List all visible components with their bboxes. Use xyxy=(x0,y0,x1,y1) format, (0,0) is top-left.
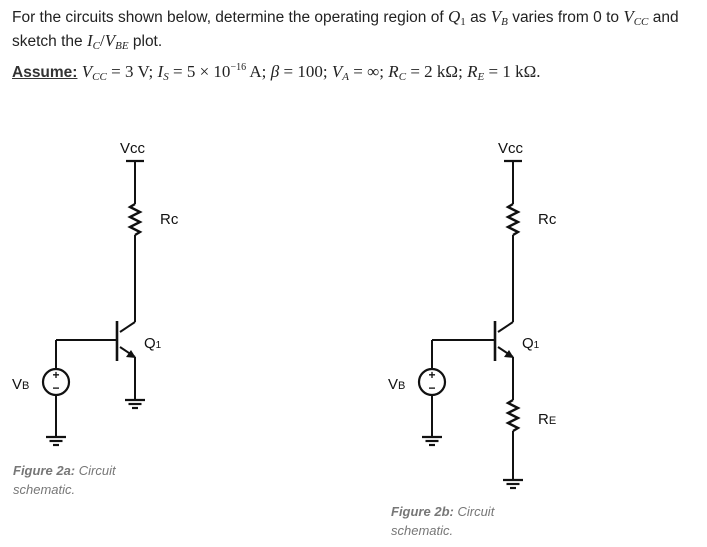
plus-sign-2a: + xyxy=(52,368,60,382)
rc-resistor-2a xyxy=(130,204,140,235)
re-resistor-2b xyxy=(508,400,518,431)
ic-vbe-symbol: $I_C/V_{BE}$ xyxy=(86,31,129,52)
plot-text: plot. xyxy=(132,33,163,50)
assume-beta-value: = 100; xyxy=(283,62,328,81)
assume-vcc: $V_{CC}$ xyxy=(81,62,107,83)
range-text: varies from 0 to xyxy=(512,9,619,26)
vb-label-2b: VB xyxy=(388,376,406,393)
assume-va-value: = ∞; xyxy=(353,62,384,81)
q1-label-2a: Q1 xyxy=(144,335,162,352)
assume-re-value: = 1 kΩ. xyxy=(488,62,541,81)
assume-label: Assume: xyxy=(12,64,78,81)
caption-2b-text: Circuit schematic. xyxy=(391,504,495,538)
ground-icon-source-2a xyxy=(46,437,66,445)
assume-beta: β xyxy=(270,62,280,81)
rc-label-2b: Rc xyxy=(538,211,557,228)
vcc-label-2b: Vcc xyxy=(498,140,524,157)
collector-lead-2a xyxy=(120,322,135,332)
assume-rc-value: = 2 kΩ; xyxy=(410,62,463,81)
minus-sign-2b: − xyxy=(428,381,436,395)
caption-figure-2b xyxy=(391,502,521,540)
caption-2b-label: Figure 2b: xyxy=(391,504,454,519)
assume-is: $I_S$ xyxy=(157,62,169,83)
ground-icon-emitter-2b xyxy=(503,480,523,488)
assume-vcc-value: = 3 V; xyxy=(111,62,154,81)
assume-re: $R_E$ xyxy=(467,62,485,83)
assume-is-value: = $5 \times 10^{-16}$ A; xyxy=(173,62,267,81)
assume-rc: $R_C$ xyxy=(388,62,407,83)
rc-resistor-2b xyxy=(508,204,518,235)
assume-va: $V_A$ xyxy=(331,62,349,83)
circuit-2a xyxy=(43,161,145,445)
re-label-2b: RE xyxy=(538,411,557,428)
circuit-2b xyxy=(419,161,523,488)
caption-2a-text: Circuit schematic. xyxy=(13,463,116,497)
collector-lead-2b xyxy=(498,322,513,332)
ground-icon-source-2b xyxy=(422,437,442,445)
ground-icon-emitter-2a xyxy=(125,400,145,408)
as-text: as xyxy=(470,9,487,26)
intro-text: For the circuits shown below, determine the operating region of xyxy=(12,9,444,26)
sketch-text: sketch the xyxy=(12,33,83,50)
vb-label-2a: VB xyxy=(12,376,30,393)
minus-sign-2a: − xyxy=(52,381,60,395)
caption-2a-label: Figure 2a: xyxy=(13,463,76,478)
and-text: and xyxy=(652,9,679,26)
q1-symbol: $Q_1$ xyxy=(447,7,466,28)
caption-figure-2a xyxy=(13,461,143,499)
vcc-label-2a: Vcc xyxy=(120,140,146,157)
q1-label-2b: Q1 xyxy=(522,335,540,352)
vcc-symbol: $V_{CC}$ xyxy=(623,7,649,28)
plus-sign-2b: + xyxy=(428,368,436,382)
vb-symbol: $V_B$ xyxy=(490,7,508,28)
rc-label-2a: Rc xyxy=(160,211,179,228)
